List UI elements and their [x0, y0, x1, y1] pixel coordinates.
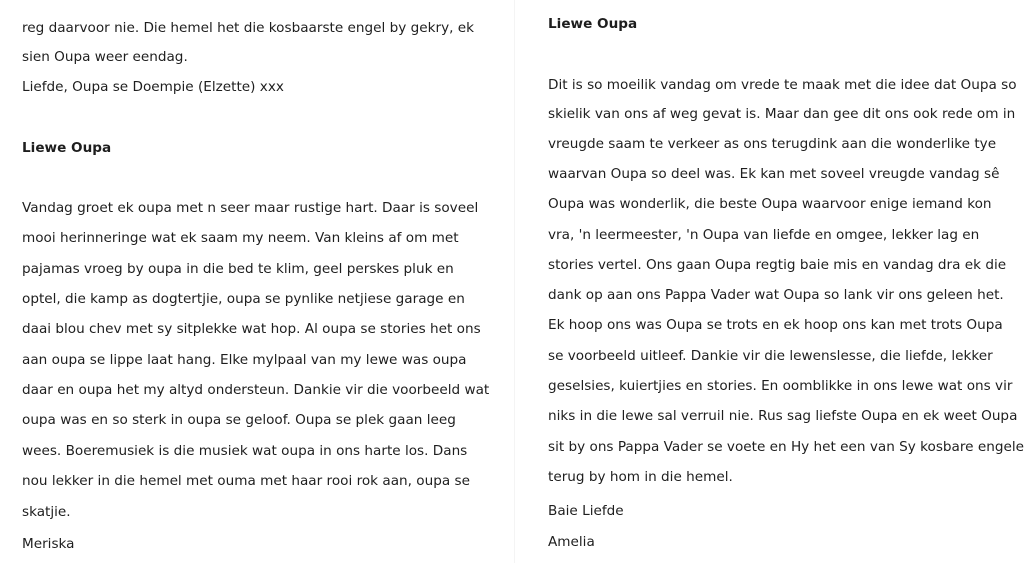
right-body-line-13: sit by ons Pappa Vader se voete en Hy het een van Sy kosbare engele — [548, 439, 1024, 455]
left-signature: Meriska — [22, 536, 75, 552]
left-top-line-1: reg daarvoor nie. Die hemel het die kosbaarste engel by gekry, ek — [22, 20, 474, 36]
left-body-line-4: optel, die kamp as dogtertjie, oupa se pynlike netjiese garage en — [22, 291, 465, 307]
right-body-line-2: skielik van ons af weg gevat is. Maar dan gee dit ons ook rede om in — [548, 106, 1016, 122]
right-body-line-5: Oupa was wonderlik, die beste Oupa waarvoor enige iemand kon — [548, 196, 992, 212]
left-body-line-5: daai blou chev met sy sitplekke wat hop. Al oupa se stories het ons — [22, 321, 481, 337]
column-divider — [514, 0, 515, 563]
left-top-line-2: sien Oupa weer eendag. — [22, 49, 188, 65]
right-body-line-14: terug by hom in die hemel. — [548, 469, 733, 485]
left-body-line-1: Vandag groet ek oupa met n seer maar rustige hart. Daar is soveel — [22, 200, 479, 216]
right-body-line-11: geselsies, kuiertjies en stories. En oomblikke in ons lewe wat ons vir — [548, 378, 1013, 394]
right-body-line-12: niks in die lewe sal verruil nie. Rus sag liefste Oupa en ek weet Oupa — [548, 408, 1018, 424]
left-heading: Liewe Oupa — [22, 140, 112, 156]
right-body-line-3: vreugde saam te verkeer as ons terugdink aan die wonderlike tye — [548, 136, 997, 152]
left-body-line-8: oupa was en so sterk in oupa se geloof. Oupa se plek gaan leeg — [22, 412, 456, 428]
right-heading: Liewe Oupa — [548, 16, 638, 32]
left-body-line-2: mooi herinneringe wat ek saam my neem. Van kleins af om met — [22, 230, 459, 246]
right-body-line-1: Dit is so moeilik vandag om vrede te maak met die idee dat Oupa so — [548, 77, 1017, 93]
right-signature: Amelia — [548, 534, 595, 550]
left-body-line-7: daar en oupa het my altyd ondersteun. Dankie vir die voorbeeld wat — [22, 382, 490, 398]
right-body-line-4: waarvan Oupa so deel was. Ek kan met soveel vreugde vandag sê — [548, 166, 1000, 182]
left-body-line-3: pajamas vroeg by oupa in die bed te klim, geel perskes pluk en — [22, 261, 454, 277]
right-body-line-8: dank op aan ons Pappa Vader wat Oupa so lank vir ons geleen het. — [548, 287, 1004, 303]
right-body-line-10: se voorbeeld uitleef. Dankie vir die lewenslesse, die liefde, lekker — [548, 348, 993, 364]
left-body-line-11: skatjie. — [22, 504, 71, 520]
right-body-line-6: vra, 'n leermeester, 'n Oupa van liefde en omgee, lekker lag en — [548, 227, 980, 243]
left-top-line-3: Liefde, Oupa se Doempie (Elzette) xxx — [22, 79, 284, 95]
right-closing: Baie Liefde — [548, 503, 624, 519]
left-body-line-9: wees. Boeremusiek is die musiek wat oupa in ons harte los. Dans — [22, 443, 468, 459]
right-body-line-7: stories vertel. Ons gaan Oupa regtig baie mis en vandag dra ek die — [548, 257, 1007, 273]
left-body-line-10: nou lekker in die hemel met ouma met haar rooi rok aan, oupa se — [22, 473, 470, 489]
left-body-line-6: aan oupa se lippe laat hang. Elke mylpaal van my lewe was oupa — [22, 352, 467, 368]
right-body-line-9: Ek hoop ons was Oupa se trots en ek hoop ons kan met trots Oupa — [548, 317, 1003, 333]
